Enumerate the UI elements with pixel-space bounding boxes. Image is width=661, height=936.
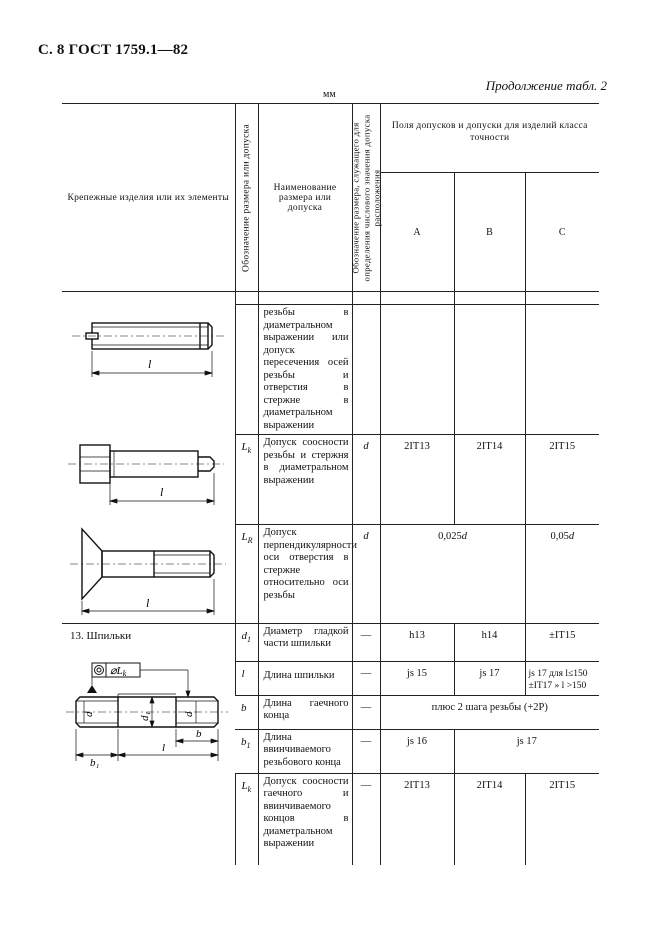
- stud-row1-class-a: h13: [380, 623, 454, 661]
- row3-reference: d: [352, 525, 380, 624]
- row2-description: Допуск соосности резьбы и стержня в диаметральном выражении: [258, 435, 352, 525]
- table-row: [62, 773, 599, 865]
- stud-row5-class-c: 2IT15: [525, 773, 599, 865]
- table-continuation-note: Продолжение табл. 2: [485, 78, 607, 93]
- stud-row1-description: Диаметр гладкой части шпильки: [258, 623, 352, 661]
- stud-row1-reference: —: [352, 623, 380, 661]
- header-name: Наименование размера или допуска: [258, 104, 352, 292]
- row1-symbol: [235, 305, 258, 435]
- figure-label-d-right: d: [183, 711, 195, 717]
- row2-class-a: 2IT13: [380, 435, 454, 525]
- header-designation: Обозначение размера или допуска: [235, 104, 258, 292]
- figure-label-length: l: [162, 742, 166, 754]
- row2-class-c: 2IT15: [525, 435, 599, 525]
- row1-reference: [352, 305, 380, 435]
- table-row: [62, 661, 599, 695]
- header-row: [62, 104, 599, 173]
- row3-class-ab: 0,025d: [380, 525, 525, 624]
- figure-bolt-hex: [62, 435, 235, 525]
- stud-row2-class-a: js 15: [380, 661, 454, 695]
- figure-stud: [62, 661, 235, 773]
- stud-row2-description: Длина шпильки: [258, 661, 352, 695]
- tolerance-table: [62, 103, 599, 865]
- stud-row5-empty: [62, 773, 235, 865]
- row2-class-b: 2IT14: [454, 435, 525, 525]
- header-fasteners: Крепежные изделия или их элементы: [62, 104, 235, 292]
- row2-reference: d: [352, 435, 380, 525]
- stud-row4-reference: —: [352, 729, 380, 773]
- figure-label-length: l: [146, 595, 150, 610]
- stud-row4-description: Длина ввинчиваемого резьбового конца: [258, 729, 352, 773]
- row3-class-c: 0,05d: [525, 525, 599, 624]
- table-row: [62, 435, 599, 525]
- figure-label-d1: d₁: [139, 711, 151, 721]
- stud-row1-symbol: $d_1$: [235, 623, 258, 661]
- row3-description: Допуск перпендикулярности оси отверстия в стержне относительно оси резьбы: [258, 525, 352, 624]
- figure-screw-slotted: [62, 305, 235, 435]
- stud-row2-class-b: js 17: [454, 661, 525, 695]
- figure-screw-countersunk: [62, 525, 235, 624]
- unit-label: мм: [323, 89, 336, 100]
- figure-label-d: d: [83, 711, 95, 717]
- table-row: [62, 305, 599, 435]
- page-header: С. 8 ГОСТ 1759.1—82: [38, 42, 189, 58]
- stud-row4-symbol: $b_1$: [235, 729, 258, 773]
- figure-label-length: l: [160, 484, 164, 499]
- figure-label-b: b: [196, 728, 202, 740]
- figure-label-length: l: [148, 356, 152, 371]
- stud-row3-symbol: b: [235, 695, 258, 729]
- table-row: [62, 623, 599, 661]
- header-classes: Поля допусков и допуски для изделий класса точности: [380, 104, 599, 173]
- header-class-b: В: [454, 173, 525, 292]
- stud-row1-class-c: ±IT15: [525, 623, 599, 661]
- figure-label-b1: b₁: [90, 757, 100, 769]
- stud-row2-reference: —: [352, 661, 380, 695]
- header-class-a: А: [380, 173, 454, 292]
- stud-row1-class-b: h14: [454, 623, 525, 661]
- header-reference: Обозначение размера, служащего для определения числового значения допуска расположения: [352, 104, 380, 292]
- row3-symbol: $L_R$: [235, 525, 258, 624]
- stud-row4-class-a: js 16: [380, 729, 454, 773]
- stud-row3-description: Длина гаечного конца: [258, 695, 352, 729]
- section-title-studs: 13. Шпильки: [62, 623, 235, 661]
- stud-row2-class-c: js 17 для l≤150 ±IT17 » l >150: [525, 661, 599, 695]
- stud-row5-description: Допуск соосности гаечного и ввинчиваемого концов в диаметральном выражении: [258, 773, 352, 865]
- stud-row5-class-a: 2IT13: [380, 773, 454, 865]
- table-row: [62, 525, 599, 624]
- row1-description: резьбы в диаметральном выражении или допуск пересечения осей резьбы и отверстия в стержне в диаметральном выражении: [258, 305, 352, 435]
- stud-row3-reference: —: [352, 695, 380, 729]
- row2-symbol: $L_k$: [235, 435, 258, 525]
- stud-row3-class-abc: плюс 2 шага резьбы (+2Р): [380, 695, 599, 729]
- stud-row4-class-bc: js 17: [454, 729, 599, 773]
- header-class-c: С: [525, 173, 599, 292]
- stud-row5-reference: —: [352, 773, 380, 865]
- stud-row5-class-b: 2IT14: [454, 773, 525, 865]
- stud-row2-symbol: l: [235, 661, 258, 695]
- tolerance-frame-label: ⌀Lk: [110, 665, 127, 678]
- stud-row5-symbol: $L_k$: [235, 773, 258, 865]
